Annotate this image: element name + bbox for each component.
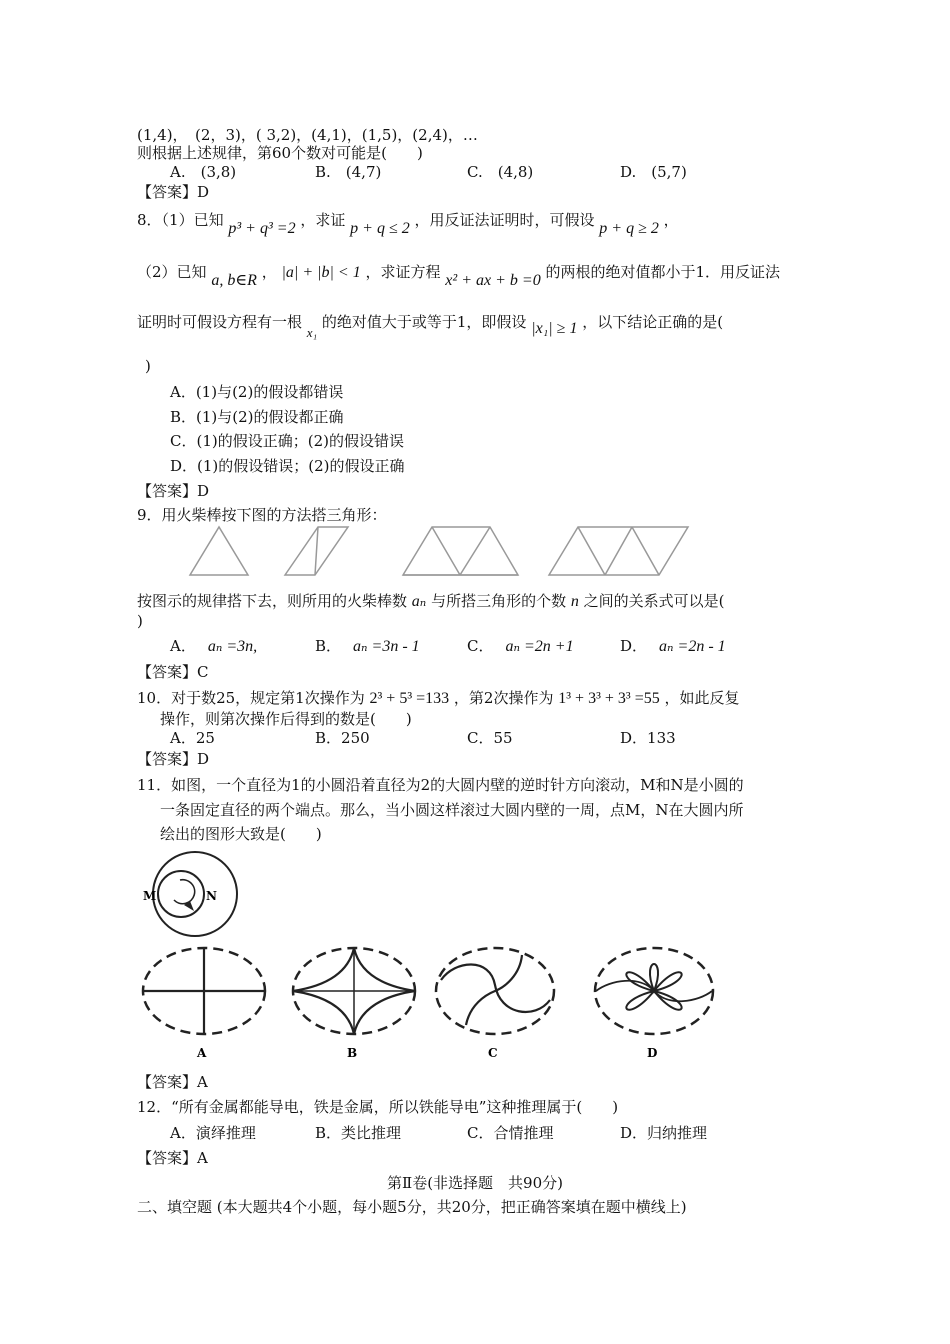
- figure-3-triangles: [403, 527, 518, 575]
- q9-answer: 【答案】C: [137, 663, 209, 681]
- q10-text: ，如此反复: [664, 689, 740, 707]
- q12-answer: 【答案】A: [137, 1149, 208, 1167]
- q8-line4: ): [145, 357, 151, 375]
- q9-option-a: [170, 636, 257, 657]
- q8-text: ，求证: [300, 211, 346, 229]
- q9-option-formula: aₙ =3n,: [207, 638, 258, 655]
- q10-option-c: C．55: [467, 729, 513, 747]
- q10-line1: [137, 688, 740, 709]
- rotation-arrow-icon: [174, 880, 195, 904]
- part2-title: 第Ⅱ卷(非选择题 共90分): [387, 1174, 563, 1192]
- q9-stem: 9．用火柴棒按下图的方法搭三角形：: [137, 506, 387, 524]
- q8-formula: a, b∈R: [211, 272, 257, 289]
- q9-option-formula: aₙ =3n - 1: [353, 638, 420, 655]
- arrow-head-icon: [184, 901, 194, 911]
- q8-formula: x₁: [306, 325, 318, 340]
- q11-line2: 一条固定直径的两个端点。那么，当小圆这样滚过大圆内壁的一周，点M，N在大圆内所: [160, 801, 744, 819]
- q10-option-b: B．250: [315, 729, 370, 747]
- q11-answer: 【答案】A: [137, 1073, 208, 1091]
- q7-answer: 【答案】D: [137, 183, 210, 201]
- q8-text: （2）已知: [137, 263, 207, 281]
- choice-b-label: B: [347, 1046, 358, 1060]
- q9-option-label: B．: [315, 637, 342, 655]
- q10-answer: 【答案】D: [137, 750, 210, 768]
- q9-option-label: C．: [467, 637, 494, 655]
- q8-text: 的绝对值大于或等于1，即假设: [321, 313, 527, 331]
- q10-text: ，第2次操作为: [453, 689, 554, 707]
- q9-option-label: D．: [620, 637, 648, 655]
- choice-d-figure: [595, 948, 713, 1034]
- figure-4-triangles: [549, 527, 688, 575]
- section-2-heading: 二、填空题 (本大题共4个小题，每小题5分，共20分，把正确答案填在题中横线上): [137, 1198, 687, 1216]
- q10-line2: 操作，则第次操作后得到的数是( ): [160, 710, 412, 728]
- q8-text: 证明时可假设方程有一根: [137, 313, 303, 331]
- q8-text: 的两根的绝对值都小于1．用反证法: [545, 263, 781, 281]
- q12-option-b: B．类比推理: [315, 1124, 402, 1142]
- q8-line2: [137, 262, 781, 289]
- q8-text: ，: [663, 211, 679, 229]
- q8-text: ，求证方程: [365, 263, 441, 281]
- rolling-circle-figure: [140, 848, 270, 948]
- choice-a-figure: [143, 948, 265, 1034]
- figure-2-triangles: [285, 527, 348, 575]
- q8-line3: [137, 312, 724, 340]
- choice-c-figure: [436, 948, 554, 1034]
- q12-option-a: A．演绎推理: [170, 1124, 256, 1142]
- q8-text: 8．（1）已知: [137, 211, 224, 229]
- q7-stem: 则根据上述规律，第60个数对可能是( ): [137, 144, 423, 162]
- q9-option-formula: aₙ =2n - 1: [659, 638, 726, 655]
- q12-stem: 12．“所有金属都能导电，铁是金属，所以铁能导电”这种推理属于( ): [137, 1098, 619, 1116]
- q8-formula: p³ + q³ =2: [228, 220, 296, 237]
- small-circle: [158, 871, 204, 917]
- q9-option-c: [467, 636, 574, 657]
- q8-text: ，用反证法证明时，可假设: [414, 211, 595, 229]
- q10-text: 10．对于数25，规定第1次操作为: [137, 689, 365, 707]
- label-m: M: [143, 889, 157, 903]
- q9-option-b: [315, 636, 420, 657]
- q8-option-c: C．(1)的假设正确；(2)的假设错误: [170, 432, 404, 450]
- q8-text: ，: [261, 263, 277, 281]
- choice-d-label: D: [647, 1046, 658, 1060]
- q8-option-d: D．(1)的假设错误；(2)的假设正确: [170, 457, 405, 475]
- q9-option-formula: aₙ =2n +1: [505, 638, 574, 655]
- q9-line3: ): [137, 612, 143, 630]
- choice-a-label: A: [197, 1046, 207, 1060]
- q10-option-a: A．25: [170, 729, 215, 747]
- q9-formula: n: [570, 593, 579, 610]
- q8-option-b: B．(1)与(2)的假设都正确: [170, 408, 344, 426]
- q7-option-a: A. (3,8): [170, 163, 237, 181]
- q8-answer: 【答案】D: [137, 482, 210, 500]
- q11-line3: 绘出的图形大致是( ): [160, 825, 322, 843]
- q12-option-c: C．合情推理: [467, 1124, 554, 1142]
- q7-option-d: D. (5,7): [620, 163, 687, 181]
- q9-option-d: [620, 636, 726, 657]
- q10-option-d: D．133: [620, 729, 676, 747]
- q11-line1: 11．如图，一个直径为1的小圆沿着直径为2的大圆内壁的逆时针方向滚动，M和N是小圆的: [137, 776, 744, 794]
- q8-formula: x² + ax + b =0: [445, 272, 541, 289]
- q7-option-b: B. (4,7): [315, 163, 382, 181]
- q9-formula: aₙ: [411, 593, 427, 610]
- q8-formula: p + q ≥ 2: [599, 220, 659, 237]
- answer-choice-figures: [0, 945, 950, 1060]
- q8-text: ，以下结论正确的是(: [582, 313, 724, 331]
- q12-option-d: D．归纳推理: [620, 1124, 708, 1142]
- q8-formula: |x₁| ≥ 1: [531, 320, 578, 337]
- q8-formula: |a| + |b| < 1: [281, 264, 361, 281]
- choice-c-label: C: [488, 1046, 498, 1060]
- q10-formula: 1³ + 3³ + 3³ =55: [558, 690, 660, 707]
- q7-sequence: (1,4)， (2，3)，( 3,2)，(4,1)，(1,5)，(2,4)，…: [137, 126, 478, 144]
- q9-line2: [137, 591, 725, 612]
- q8-line1: [137, 210, 679, 237]
- q9-text: 与所搭三角形的个数: [431, 592, 567, 610]
- q10-formula: 2³ + 5³ =133: [369, 690, 450, 707]
- q9-text: 之间的关系式可以是(: [583, 592, 725, 610]
- label-n: N: [206, 889, 217, 903]
- q9-text: 按图示的规律搭下去，则所用的火柴棒数: [137, 592, 408, 610]
- choice-b-figure: [293, 948, 415, 1034]
- figure-1-triangle: [190, 527, 248, 575]
- q8-formula: p + q ≤ 2: [350, 220, 410, 237]
- matchstick-triangles-figure: [0, 525, 950, 585]
- q9-option-label: A．: [170, 637, 196, 655]
- q7-option-c: C. (4,8): [467, 163, 534, 181]
- q8-option-a: A．(1)与(2)的假设都错误: [170, 383, 344, 401]
